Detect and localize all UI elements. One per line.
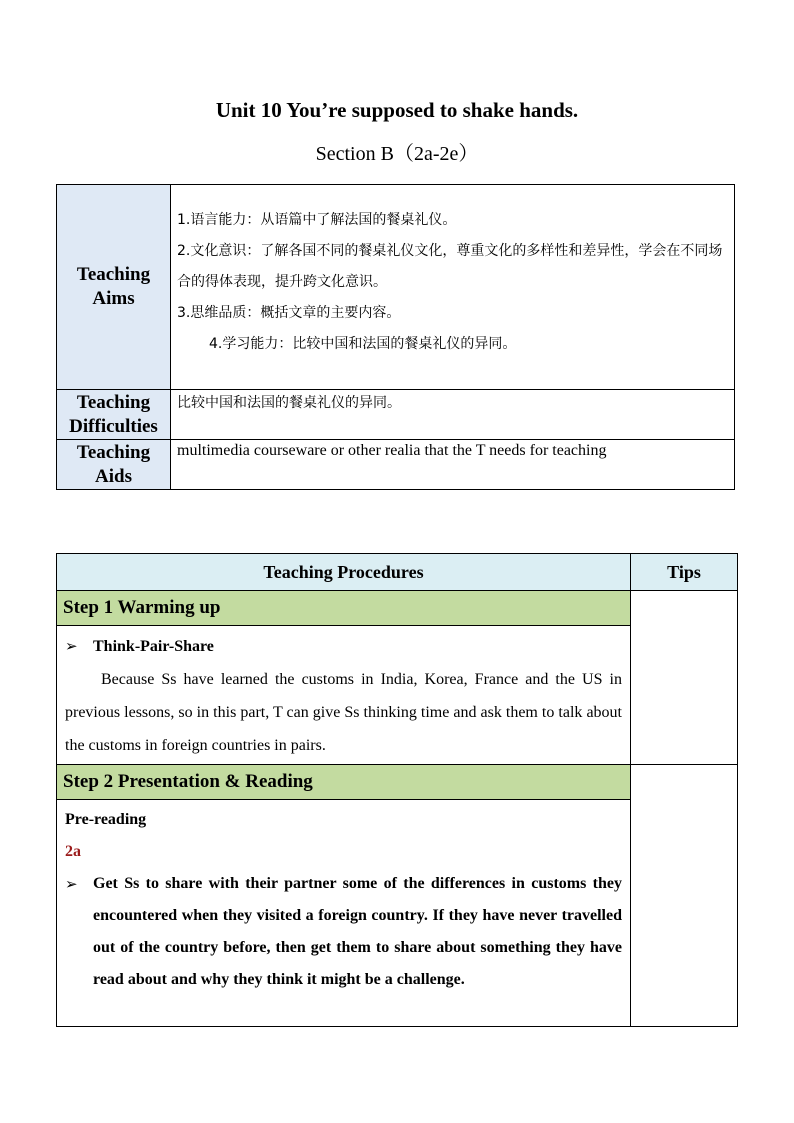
step1-body	[57, 626, 631, 765]
info-table	[56, 184, 735, 490]
step2-title: Step 2 Presentation & Reading	[57, 765, 631, 800]
arrow-bullet-icon: ➢	[65, 637, 78, 655]
aim-item: 2.文化意识：了解各国不同的餐桌礼仪文化，尊重文化的多样性和差异性，学会在不同场合的得体表现，提升跨文化意识。	[177, 243, 723, 290]
step1-bullet: Think-Pair-Share	[93, 638, 214, 655]
step1-title: Step 1 Warming up	[57, 591, 631, 626]
difficulties-label: Teaching Difficulties	[57, 390, 171, 440]
procedures-header: Teaching Procedures	[57, 554, 631, 591]
aim-item: 4.学习能力：比较中国和法国的餐桌礼仪的异同。	[209, 336, 517, 352]
procedures-table	[56, 553, 738, 1027]
aim-item: 1.语言能力：从语篇中了解法国的餐桌礼仪。	[177, 212, 457, 228]
step2-bullet: Get Ss to share with their partner some of the differences in customs they encountered when they visited a foreign country. If they have never travelled out of the country before, then get them to share about something they have read about and why they think it might be a challenge.	[93, 875, 622, 988]
difficulties-content: 比较中国和法国的餐桌礼仪的异同。	[171, 390, 735, 440]
tips-header: Tips	[631, 554, 738, 591]
step1-tips	[631, 591, 738, 765]
aims-content	[171, 185, 735, 390]
arrow-bullet-icon: ➢	[65, 875, 78, 893]
aids-label: Teaching Aids	[57, 440, 171, 490]
aim-item: 3.思维品质：概括文章的主要内容。	[177, 305, 401, 321]
step2-tips	[631, 765, 738, 1027]
step2-label: 2a	[65, 843, 81, 860]
page-title: Unit 10 You’re supposed to shake hands.	[215, 98, 579, 122]
step1-text: Because Ss have learned the customs in India, Korea, France and the US in previous lessons, so in this part, T can give Ss thinking time and ask them to talk about the customs in foreign countries in pairs.	[65, 671, 622, 754]
page-subtitle: Section B（2a-2e）	[315, 143, 479, 165]
aids-content: multimedia courseware or other realia that the T needs for teaching	[171, 440, 735, 490]
aims-label: Teaching Aims	[57, 185, 171, 390]
step2-subhead: Pre-reading	[65, 811, 147, 828]
step2-body	[57, 800, 631, 1027]
